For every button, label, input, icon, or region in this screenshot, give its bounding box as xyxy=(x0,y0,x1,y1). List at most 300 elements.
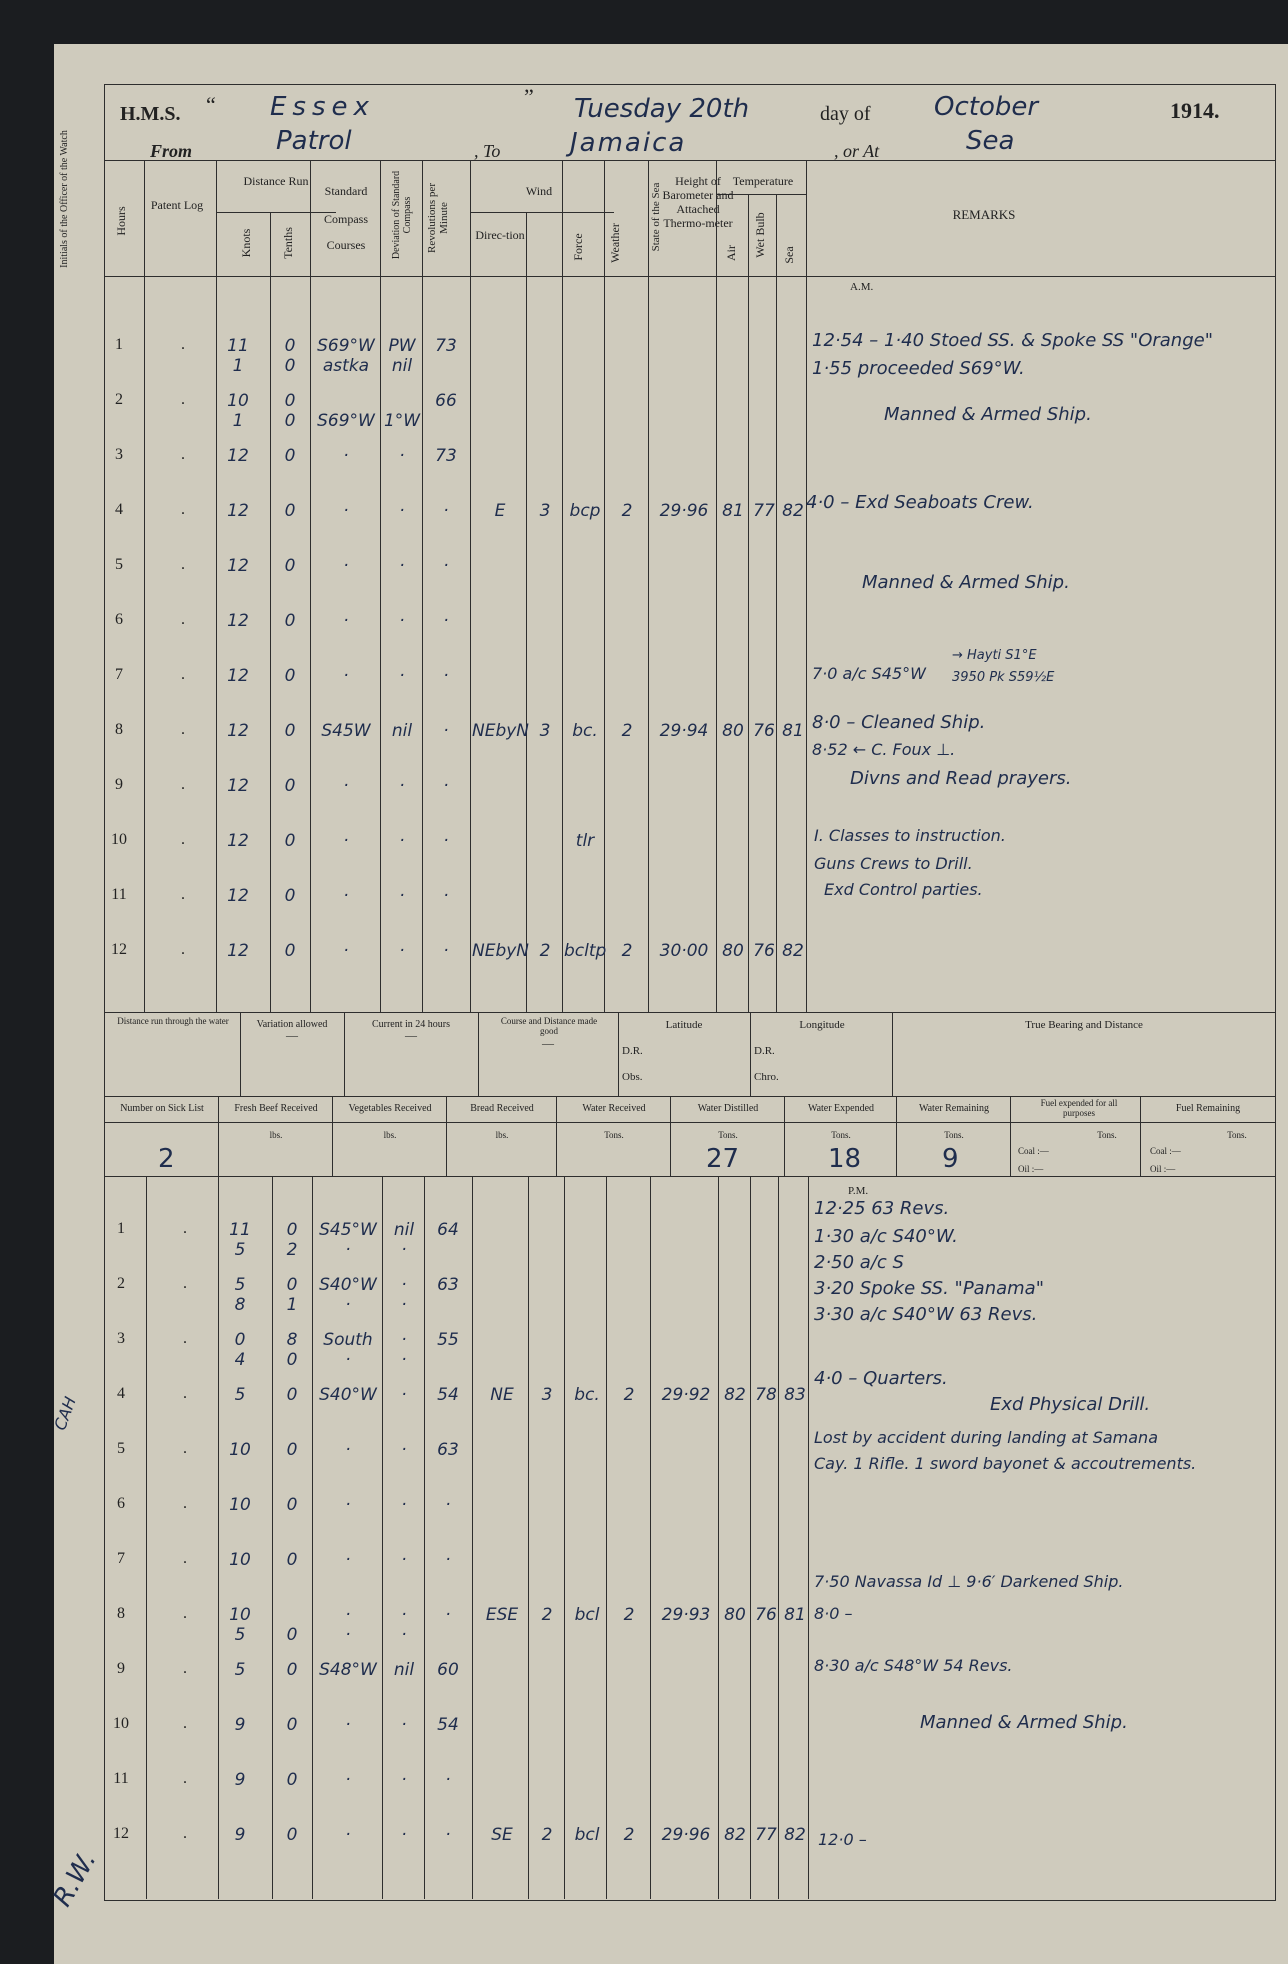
revolutions-value: 66 xyxy=(435,391,457,411)
revolutions-value: 55 xyxy=(437,1330,459,1350)
weather-value: bcl xyxy=(574,1825,600,1845)
deviation-value: · xyxy=(401,1825,407,1845)
hms-label: H.M.S. xyxy=(120,103,181,125)
deviation-value: nil xyxy=(393,1220,415,1240)
water-expended-unit: Tons. xyxy=(831,1130,851,1140)
pm-remark: Cay. 1 Rifle. 1 sword bayonet & accoutrements. xyxy=(814,1454,1197,1473)
revolutions-value: · xyxy=(445,1605,451,1625)
col-force: Force xyxy=(571,233,585,261)
col-distance-run: Distance Run xyxy=(243,174,309,188)
hour-number: 6 xyxy=(117,1495,125,1512)
wind-force-value: 2 xyxy=(541,1825,553,1845)
revolutions-value: 60 xyxy=(437,1660,459,1680)
or-at-value: Sea xyxy=(966,126,1015,156)
revolutions-value: · xyxy=(445,1770,451,1790)
revolutions-value: 73 xyxy=(435,336,457,356)
patent-log-mark: . xyxy=(181,556,185,573)
course-value: · xyxy=(345,1440,351,1460)
air-temp-value: 82 xyxy=(724,1385,746,1405)
weather-value: tlr xyxy=(575,831,595,851)
pm-remark: 4·0 – Quarters. xyxy=(814,1368,948,1389)
air-temp-value: 81 xyxy=(722,501,744,521)
tenths-value: 0 xyxy=(286,1770,298,1790)
patent-log-mark: . xyxy=(183,1550,187,1567)
patent-log-mark: . xyxy=(183,1440,187,1457)
knots-value: 1 xyxy=(232,356,244,376)
course-value: · xyxy=(343,446,349,466)
pm-remark: 8·0 – xyxy=(814,1604,853,1623)
hour-number: 10 xyxy=(111,831,127,848)
knots-value: 9 xyxy=(234,1825,246,1845)
course-value: S45W xyxy=(321,721,371,741)
revolutions-value: 54 xyxy=(437,1385,459,1405)
wind-force-value: 3 xyxy=(539,501,551,521)
weather-value: bcp xyxy=(569,501,601,521)
current-label: Current in 24 hours xyxy=(371,1019,451,1030)
knots-value: 12 xyxy=(227,831,249,851)
hour-number: 9 xyxy=(115,776,123,793)
weather-value: bcltp xyxy=(564,941,607,961)
knots-value: 5 xyxy=(234,1625,246,1645)
deviation-value: · xyxy=(399,831,405,851)
knots-value: 12 xyxy=(227,666,249,686)
patent-log-mark: . xyxy=(181,611,185,628)
hour-number: 4 xyxy=(117,1385,125,1402)
knots-value: 10 xyxy=(229,1605,251,1625)
tenths-value: 0 xyxy=(284,501,296,521)
hour-number: 2 xyxy=(115,391,123,408)
tenths-value: 0 xyxy=(284,446,296,466)
patent-log-mark: . xyxy=(183,1275,187,1292)
course-value: astka xyxy=(322,356,370,376)
deviation-value: · xyxy=(401,1350,407,1370)
col-hours: Hours xyxy=(114,206,128,236)
course-value: S69°W xyxy=(317,411,375,431)
revolutions-value: · xyxy=(445,1550,451,1570)
lon-dr-label: D.R. xyxy=(754,1045,775,1057)
wet-bulb-value: 76 xyxy=(753,721,775,741)
am-remark: 4·0 – Exd Seaboats Crew. xyxy=(806,492,1034,513)
tenths-value: 0 xyxy=(284,336,296,356)
col-wind: Wind xyxy=(525,184,553,198)
knots-value: 5 xyxy=(234,1660,246,1680)
col-tenths: Tenths xyxy=(281,227,295,259)
barometer-value: 29·92 xyxy=(661,1385,711,1405)
pm-remark: Manned & Armed Ship. xyxy=(920,1712,1128,1733)
am-remark: → Hayti S1°E xyxy=(952,648,1037,663)
patent-log-mark: . xyxy=(183,1605,187,1622)
patent-log-mark: . xyxy=(181,776,185,793)
tenths-value: 8 xyxy=(286,1330,298,1350)
col-wet-bulb: Wet Bulb xyxy=(753,212,767,258)
course-value: · xyxy=(343,556,349,576)
tenths-value: 1 xyxy=(286,1295,298,1315)
knots-value: 5 xyxy=(234,1385,246,1405)
tenths-value: 0 xyxy=(284,666,296,686)
knots-value: 12 xyxy=(227,446,249,466)
deviation-value: · xyxy=(401,1605,407,1625)
col-barometer: Height of Barometer and Attached Thermo-meter xyxy=(662,174,734,230)
patent-log-mark: . xyxy=(181,391,185,408)
wind-force-value: 3 xyxy=(541,1385,553,1405)
beef-unit: lbs. xyxy=(269,1130,283,1140)
barometer-value: 30·00 xyxy=(659,941,709,961)
wind-direction-value: NEbyN xyxy=(472,721,530,741)
air-temp-value: 80 xyxy=(724,1605,746,1625)
water-expended-value: 18 xyxy=(828,1144,862,1174)
or-at-label: , or At xyxy=(834,141,880,161)
water-distilled-value: 27 xyxy=(706,1144,740,1174)
revolutions-value: · xyxy=(443,501,449,521)
deviation-value: · xyxy=(401,1625,407,1645)
col-air: Air xyxy=(724,245,738,261)
weather-value: bc. xyxy=(574,1385,600,1405)
tenths-value: 0 xyxy=(286,1385,298,1405)
tenths-value: 0 xyxy=(284,721,296,741)
am-remark: 7·0 a/c S45°W xyxy=(812,664,926,683)
dist-through-water-label: Distance run through the water xyxy=(117,1016,229,1026)
hour-number: 5 xyxy=(115,556,123,573)
course-value: · xyxy=(345,1715,351,1735)
wind-force-value: 2 xyxy=(539,941,551,961)
col-deviation: Deviation of Standard Compass xyxy=(391,170,413,260)
signature: R.W. xyxy=(47,1846,103,1912)
fuel-expended-coal: Coal :— xyxy=(1018,1146,1049,1156)
sea-temp-value: 82 xyxy=(782,501,804,521)
knots-value: 0 xyxy=(234,1330,246,1350)
patent-log-mark: . xyxy=(183,1220,187,1237)
veg-unit: lbs. xyxy=(383,1130,397,1140)
weather-value: bc. xyxy=(572,721,598,741)
deviation-value: · xyxy=(399,666,405,686)
barometer-value: 29·93 xyxy=(661,1605,711,1625)
hour-number: 7 xyxy=(117,1550,125,1567)
course-value: · xyxy=(345,1770,351,1790)
knots-value: 12 xyxy=(227,556,249,576)
hour-number: 11 xyxy=(111,886,127,903)
course-value: · xyxy=(345,1625,351,1645)
deviation-value: · xyxy=(399,776,405,796)
to-value: Jamaica xyxy=(570,128,687,158)
pm-remark: 1·30 a/c S40°W. xyxy=(814,1226,958,1247)
am-remark: Manned & Armed Ship. xyxy=(862,572,1070,593)
am-remark: 1·55 proceeded S69°W. xyxy=(812,358,1025,379)
pm-initials: CAH xyxy=(50,1394,80,1433)
day-of-label: day of xyxy=(820,103,871,125)
wet-bulb-value: 77 xyxy=(755,1825,777,1845)
hour-number: 6 xyxy=(115,611,123,628)
water-remaining-value: 9 xyxy=(942,1144,959,1174)
pm-remark: 12·25 63 Revs. xyxy=(814,1198,950,1219)
patent-log-mark: . xyxy=(181,721,185,738)
pm-remark: 8·30 a/c S48°W 54 Revs. xyxy=(814,1656,1013,1675)
course-made-good-label: Course and Distance made good xyxy=(500,1016,598,1036)
deviation-value: nil xyxy=(391,721,413,741)
month: October xyxy=(934,92,1039,122)
tenths-value: 0 xyxy=(284,941,296,961)
sea-state-value: 2 xyxy=(621,941,633,961)
water-remaining-label: Water Remaining xyxy=(918,1103,989,1114)
hour-number: 5 xyxy=(117,1440,125,1457)
lon-chro-label: Chro. xyxy=(754,1071,779,1083)
patent-log-mark: . xyxy=(183,1770,187,1787)
tenths-value: 0 xyxy=(286,1825,298,1845)
deviation-value: 1°W xyxy=(383,411,421,431)
course-value: · xyxy=(343,666,349,686)
knots-value: 1 xyxy=(232,411,244,431)
hour-number: 3 xyxy=(117,1330,125,1347)
tenths-value: 0 xyxy=(284,831,296,851)
course-value: S45°W xyxy=(319,1220,377,1240)
pm-remark: 3·20 Spoke SS. "Panama" xyxy=(814,1278,1044,1299)
am-remark: 12·54 – 1·40 Stoed SS. & Spoke SS "Orange" xyxy=(812,330,1213,351)
patent-log-mark: . xyxy=(181,831,185,848)
knots-value: 12 xyxy=(227,721,249,741)
knots-value: 9 xyxy=(234,1770,246,1790)
deviation-value: · xyxy=(401,1550,407,1570)
pm-remark: Lost by accident during landing at Samana xyxy=(814,1428,1158,1447)
patent-log-mark: . xyxy=(183,1660,187,1677)
tenths-value: 0 xyxy=(286,1350,298,1370)
col-remarks: REMARKS xyxy=(952,207,1016,222)
deviation-value: · xyxy=(401,1330,407,1350)
patent-log-mark: . xyxy=(181,336,185,353)
deviation-value: · xyxy=(401,1440,407,1460)
wet-bulb-value: 76 xyxy=(755,1605,777,1625)
sea-state-value: 2 xyxy=(623,1385,635,1405)
hour-number: 12 xyxy=(113,1825,129,1842)
course-value: · xyxy=(345,1495,351,1515)
am-label: A.M. xyxy=(850,281,874,293)
revolutions-value: 73 xyxy=(435,446,457,466)
knots-value: 12 xyxy=(227,776,249,796)
revolutions-value: 63 xyxy=(437,1440,459,1460)
wind-direction-value: NE xyxy=(490,1385,514,1405)
pm-remark: 7·50 Navassa Id ⊥ 9·6′ Darkened Ship. xyxy=(814,1572,1124,1591)
water-expended-label: Water Expended xyxy=(807,1103,875,1114)
tenths-value: 0 xyxy=(284,776,296,796)
true-bearing-label: True Bearing and Distance xyxy=(1025,1019,1143,1031)
weather-value: bcl xyxy=(574,1605,600,1625)
fuel-remaining-unit: Tons. xyxy=(1227,1130,1247,1140)
revolutions-value: · xyxy=(443,831,449,851)
course-value: S69°W xyxy=(317,336,375,356)
from-label: From xyxy=(150,141,193,161)
water-remaining-unit: Tons. xyxy=(944,1130,964,1140)
hour-number: 9 xyxy=(117,1660,125,1677)
hour-number: 10 xyxy=(113,1715,129,1732)
knots-value: 10 xyxy=(229,1550,251,1570)
revolutions-value: · xyxy=(443,886,449,906)
deviation-value: · xyxy=(401,1385,407,1405)
course-value: · xyxy=(343,941,349,961)
col-revolutions: Revolutions per Minute xyxy=(426,183,450,253)
am-remark: Guns Crews to Drill. xyxy=(814,854,973,873)
hour-number: 8 xyxy=(117,1605,125,1622)
course-value: · xyxy=(343,776,349,796)
col-direction: Direc-tion xyxy=(475,228,525,242)
variation-dash: — xyxy=(286,1028,298,1042)
sea-state-value: 2 xyxy=(623,1825,635,1845)
col-temperature: Temperature xyxy=(732,174,794,188)
fuel-expended-label: Fuel expended for all purposes xyxy=(1040,1098,1118,1118)
patent-log-mark: . xyxy=(183,1330,187,1347)
hour-number: 1 xyxy=(115,336,123,353)
am-remark: 3950 Pk S59½E xyxy=(952,670,1055,685)
tenths-value: 2 xyxy=(286,1240,298,1260)
deviation-value: nil xyxy=(393,1660,415,1680)
barometer-value: 29·96 xyxy=(661,1825,711,1845)
pm-remark: 12·0 – xyxy=(818,1830,867,1849)
initials-column-label: Initials of the Officer of the Watch xyxy=(59,130,70,268)
hour-number: 8 xyxy=(115,721,123,738)
patent-log-mark: . xyxy=(183,1385,187,1402)
deviation-value: · xyxy=(401,1495,407,1515)
revolutions-value: · xyxy=(443,611,449,631)
course-value: S48°W xyxy=(319,1660,377,1680)
am-remark: 8·0 – Cleaned Ship. xyxy=(812,712,986,733)
deviation-value: · xyxy=(401,1770,407,1790)
pm-remark: 2·50 a/c S xyxy=(814,1252,904,1273)
revolutions-value: 54 xyxy=(437,1715,459,1735)
sea-temp-value: 81 xyxy=(784,1605,806,1625)
sea-state-value: 2 xyxy=(623,1605,635,1625)
col-standard: Standard xyxy=(324,184,368,198)
am-remark: Manned & Armed Ship. xyxy=(884,404,1092,425)
hour-number: 12 xyxy=(111,941,127,958)
bread-label: Bread Received xyxy=(470,1103,534,1114)
deviation-value: · xyxy=(401,1295,407,1315)
tenths-value: 0 xyxy=(284,356,296,376)
hour-number: 7 xyxy=(115,666,123,683)
patent-log-mark: . xyxy=(183,1825,187,1842)
from-value: Patrol xyxy=(276,126,352,156)
col-patent-log: Patent Log xyxy=(150,198,204,212)
air-temp-value: 80 xyxy=(722,941,744,961)
tenths-value: 0 xyxy=(286,1550,298,1570)
course-value: · xyxy=(343,501,349,521)
fuel-remaining-oil: Oil :— xyxy=(1150,1164,1176,1174)
tenths-value: 0 xyxy=(286,1495,298,1515)
tenths-value: 0 xyxy=(284,556,296,576)
tenths-value: 0 xyxy=(284,886,296,906)
log-page xyxy=(47,44,1288,1964)
course-value: · xyxy=(345,1295,351,1315)
knots-value: 10 xyxy=(229,1440,251,1460)
sick-list-label: Number on Sick List xyxy=(120,1103,204,1114)
col-sea-temp: Sea xyxy=(782,246,796,264)
beef-label: Fresh Beef Received xyxy=(234,1103,318,1114)
course-dash: — xyxy=(542,1036,554,1050)
col-knots: Knots xyxy=(239,228,253,258)
deviation-value: · xyxy=(399,611,405,631)
wind-direction-value: ESE xyxy=(485,1605,519,1625)
water-distilled-unit: Tons. xyxy=(718,1130,738,1140)
sick-list-value: 2 xyxy=(158,1144,175,1174)
pm-label: P.M. xyxy=(848,1185,869,1197)
course-value: · xyxy=(345,1605,351,1625)
fuel-remaining-label: Fuel Remaining xyxy=(1175,1103,1241,1114)
revolutions-value: · xyxy=(443,666,449,686)
sea-state-value: 2 xyxy=(621,501,633,521)
knots-value: 12 xyxy=(227,941,249,961)
deviation-value: · xyxy=(401,1715,407,1735)
fuel-remaining-coal: Coal :— xyxy=(1150,1146,1181,1156)
hour-number: 2 xyxy=(117,1275,125,1292)
patent-log-mark: . xyxy=(181,941,185,958)
knots-value: 10 xyxy=(229,1495,251,1515)
wind-direction-value: E xyxy=(494,501,506,521)
col-weather: Weather xyxy=(608,223,622,263)
tenths-value: 0 xyxy=(286,1220,298,1240)
deviation-value: · xyxy=(399,556,405,576)
sea-temp-value: 82 xyxy=(782,941,804,961)
wet-bulb-value: 77 xyxy=(753,501,775,521)
knots-value: 11 xyxy=(227,336,249,356)
knots-value: 12 xyxy=(227,501,249,521)
course-value: · xyxy=(345,1350,351,1370)
fuel-expended-unit: Tons. xyxy=(1097,1130,1117,1140)
fuel-expended-oil: Oil :— xyxy=(1018,1164,1044,1174)
col-state-sea: State of the Sea xyxy=(650,182,662,252)
date-day: Tuesday 20th xyxy=(574,94,750,124)
current-dash: — xyxy=(405,1028,417,1042)
course-value: · xyxy=(345,1825,351,1845)
deviation-value: · xyxy=(399,941,405,961)
tenths-value: 0 xyxy=(286,1660,298,1680)
course-value: · xyxy=(345,1550,351,1570)
deviation-value: · xyxy=(401,1240,407,1260)
lat-obs-label: Obs. xyxy=(622,1071,643,1083)
knots-value: 5 xyxy=(234,1275,246,1295)
revolutions-value: · xyxy=(445,1495,451,1515)
knots-value: 12 xyxy=(227,611,249,631)
am-remark: I. Classes to instruction. xyxy=(814,826,1006,845)
course-value: South xyxy=(323,1330,373,1350)
hour-number: 3 xyxy=(115,446,123,463)
deviation-value: · xyxy=(399,446,405,466)
patent-log-mark: . xyxy=(181,886,185,903)
tenths-value: 0 xyxy=(286,1275,298,1295)
revolutions-value: · xyxy=(443,776,449,796)
longitude-label: Longitude xyxy=(799,1019,845,1031)
wind-force-value: 2 xyxy=(541,1605,553,1625)
course-value: S40°W xyxy=(319,1385,377,1405)
am-remark: 8·52 ← C. Foux ⊥. xyxy=(812,740,956,759)
air-temp-value: 80 xyxy=(722,721,744,741)
sea-temp-value: 82 xyxy=(784,1825,806,1845)
barometer-value: 29·96 xyxy=(659,501,709,521)
wind-direction-value: SE xyxy=(491,1825,513,1845)
lat-dr-label: D.R. xyxy=(622,1045,643,1057)
revolutions-value: · xyxy=(443,556,449,576)
knots-value: 12 xyxy=(227,886,249,906)
knots-value: 8 xyxy=(234,1295,246,1315)
knots-value: 11 xyxy=(229,1220,251,1240)
water-distilled-label: Water Distilled xyxy=(697,1103,759,1114)
deviation-value: nil xyxy=(391,356,413,376)
course-value: S40°W xyxy=(319,1275,377,1295)
to-label: , To xyxy=(474,141,501,161)
deviation-value: · xyxy=(401,1275,407,1295)
wet-bulb-value: 76 xyxy=(753,941,775,961)
quote-open: “ xyxy=(206,92,216,117)
variation-label: Variation allowed xyxy=(256,1019,328,1030)
barometer-value: 29·94 xyxy=(659,721,709,741)
year: 1914. xyxy=(1170,98,1220,123)
revolutions-value: · xyxy=(443,941,449,961)
patent-log-mark: . xyxy=(181,501,185,518)
